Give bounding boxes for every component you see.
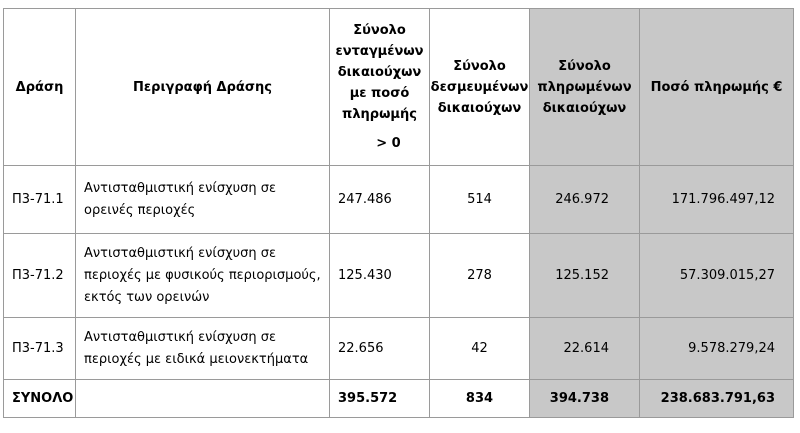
table-row [4, 234, 794, 318]
desc-line: Αντισταθμιστική ενίσχυση σε [84, 329, 276, 345]
desc-line: περιοχές με φυσικούς περιορισμούς, [84, 267, 321, 283]
integrated-value: 22.656 [330, 318, 430, 380]
header-integrated-beneficiaries [330, 9, 430, 166]
amount-value: 171.796.497,12 [640, 166, 794, 234]
integrated-value: 125.430 [330, 234, 430, 318]
total-amount: 238.683.791,63 [640, 380, 794, 418]
header-line: πληρωμής [342, 107, 417, 122]
header-line: δικαιούχων [337, 65, 422, 80]
desc-line: εκτός των ορεινών [84, 289, 210, 305]
header-line: Σύνολο [558, 58, 611, 74]
header-line: δικαιούχων [437, 100, 522, 116]
header-sub: > 0 [376, 136, 401, 151]
header-payment-amount: Ποσό πληρωμής € [640, 9, 794, 166]
table-row [4, 318, 794, 380]
total-label: ΣΥΝΟΛΟ [4, 380, 76, 418]
total-empty-cell [76, 380, 330, 418]
header-description: Περιγραφή Δράσης [76, 9, 330, 166]
committed-value: 278 [430, 234, 530, 318]
total-row [4, 380, 794, 418]
header-line: δεσμευμένων [430, 79, 529, 95]
action-description [76, 318, 330, 380]
action-code: Π3-71.1 [4, 166, 76, 234]
header-action: Δράση [4, 9, 76, 166]
header-committed-beneficiaries [430, 9, 530, 166]
integrated-value: 247.486 [330, 166, 430, 234]
header-row [4, 9, 794, 166]
table-container [3, 8, 794, 418]
desc-line: Αντισταθμιστική ενίσχυση σε [84, 245, 276, 261]
committed-value: 42 [430, 318, 530, 380]
action-code: Π3-71.2 [4, 234, 76, 318]
desc-line: περιοχές με ειδικά μειονεκτήματα [84, 351, 309, 367]
header-line: με ποσό [349, 86, 410, 101]
desc-line: ορεινές περιοχές [84, 202, 196, 218]
payments-table [3, 8, 794, 418]
header-line: ενταγμένων [335, 44, 424, 59]
total-integrated: 395.572 [330, 380, 430, 418]
header-line: Σύνολο [453, 58, 506, 74]
action-description [76, 166, 330, 234]
paid-value: 246.972 [530, 166, 640, 234]
header-line: Σύνολο [353, 23, 406, 38]
header-line: πληρωμένων [537, 79, 632, 95]
amount-value: 57.309.015,27 [640, 234, 794, 318]
action-code: Π3-71.3 [4, 318, 76, 380]
paid-value: 22.614 [530, 318, 640, 380]
header-line: δικαιούχων [542, 100, 627, 116]
table-row [4, 166, 794, 234]
header-paid-beneficiaries [530, 9, 640, 166]
paid-value: 125.152 [530, 234, 640, 318]
total-paid: 394.738 [530, 380, 640, 418]
action-description [76, 234, 330, 318]
committed-value: 514 [430, 166, 530, 234]
total-committed: 834 [430, 380, 530, 418]
amount-value: 9.578.279,24 [640, 318, 794, 380]
desc-line: Αντισταθμιστική ενίσχυση σε [84, 180, 276, 196]
